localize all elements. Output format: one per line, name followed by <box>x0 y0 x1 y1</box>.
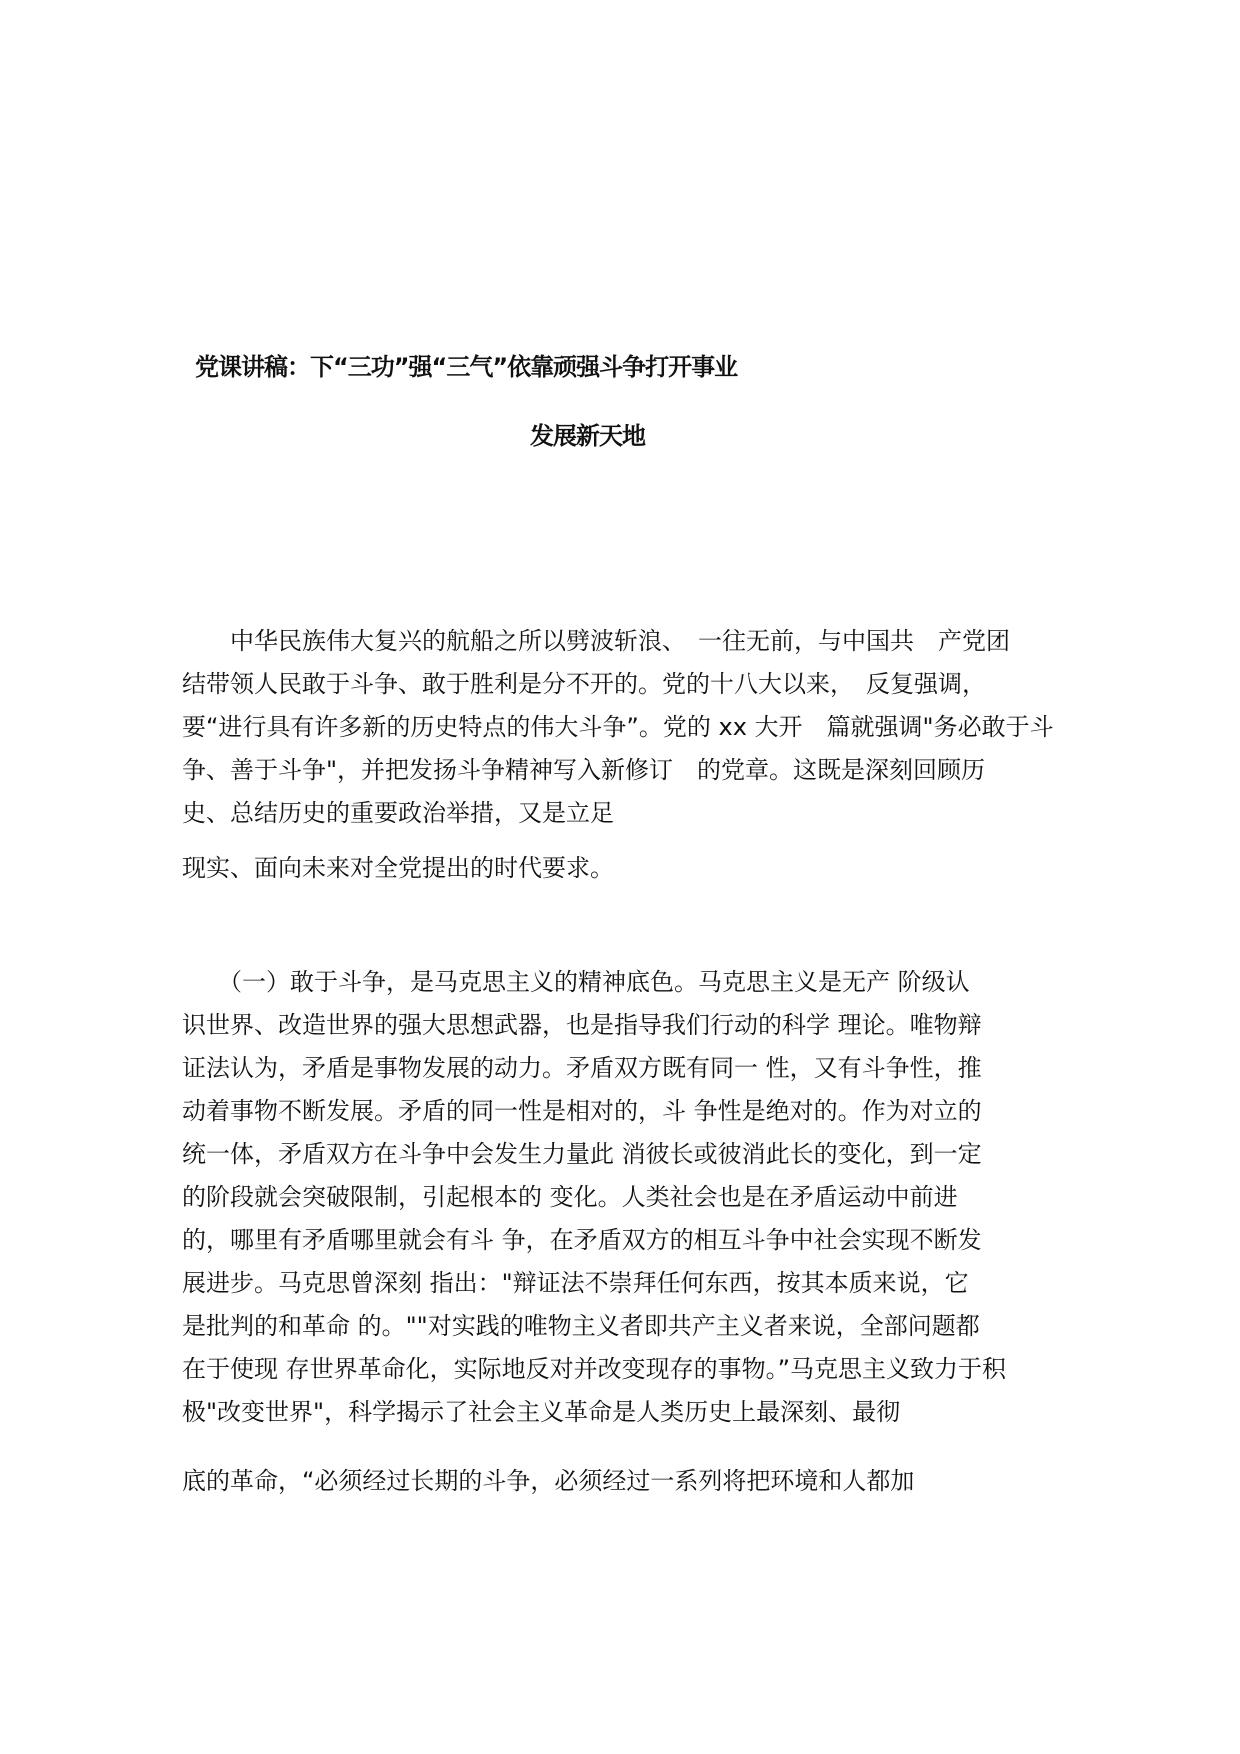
para2-line-11: 极"改变世界"，科学揭示了社会主义革命是人类历史上最深刻、最彻 <box>182 1398 901 1426</box>
para2-line-2: 识世界、改造世界的强大思想武器，也是指导我们行动的科学 理论。唯物辩 <box>182 1011 982 1039</box>
para2-line-5: 统一体，矛盾双方在斗争中会发生力量此 消彼长或彼消此长的变化，到一定 <box>182 1140 982 1168</box>
document-title-line-2: 发展新天地 <box>530 422 645 450</box>
para2-line-7: 的，哪里有矛盾哪里就会有斗 争，在矛盾双方的相互斗争中社会实现不断发 <box>182 1226 982 1254</box>
para1-line-1: 中华民族伟大复兴的航船之所以劈波斩浪、 一往无前，与中国共 产党团 <box>182 627 1010 655</box>
para1-line-2: 结带领人民敢于斗争、敢于胜利是分不开的。党的十八大以来， 反复强调， <box>182 670 986 698</box>
para2-line-10: 在于使现 存世界革命化，实际地反对并改变现存的事物。”马克思主义致力于积 <box>182 1355 1007 1383</box>
para1-tail-line: 现实、面向未来对全党提出的时代要求。 <box>182 854 614 882</box>
para1-line-3: 要“进行具有许多新的历史特点的伟大斗争”。党的 xx 大开 篇就强调"务必敢于斗 <box>182 713 1054 741</box>
para2-tail-line: 底的革命，“必须经过长期的斗争，必须经过一系列将把环境和人都加 <box>182 1467 915 1495</box>
para1-line-4: 争、善于斗争"，并把发扬斗争精神写入新修订 的党章。这既是深刻回顾历 <box>182 756 986 784</box>
para1-line-5: 史、总结历史的重要政治举措，又是立足 <box>182 799 614 827</box>
para2-line-8: 展进步。马克思曾深刻 指出："辩证法不崇拜任何东西，按其本质来说，它 <box>182 1269 969 1297</box>
para2-line-9: 是批判的和革命 的。""对实践的唯物主义者即共产主义者来说，全部问题都 <box>182 1312 980 1340</box>
para2-line-6: 的阶段就会突破限制，引起根本的 变化。人类社会也是在矛盾运动中前进 <box>182 1183 958 1211</box>
para2-line-3: 证法认为，矛盾是事物发展的动力。矛盾双方既有同一 性，又有斗争性，推 <box>182 1054 982 1082</box>
para2-line-4: 动着事物不断发展。矛盾的同一性是相对的，斗 争性是绝对的。作为对立的 <box>182 1097 982 1125</box>
para2-line-1: （一）敢于斗争，是马克思主义的精神底色。马克思主义是无产 阶级认 <box>182 968 970 996</box>
document-title-line-1: 党课讲稿：下“三功”强“三气”依靠顽强斗争打开事业 <box>195 353 738 381</box>
